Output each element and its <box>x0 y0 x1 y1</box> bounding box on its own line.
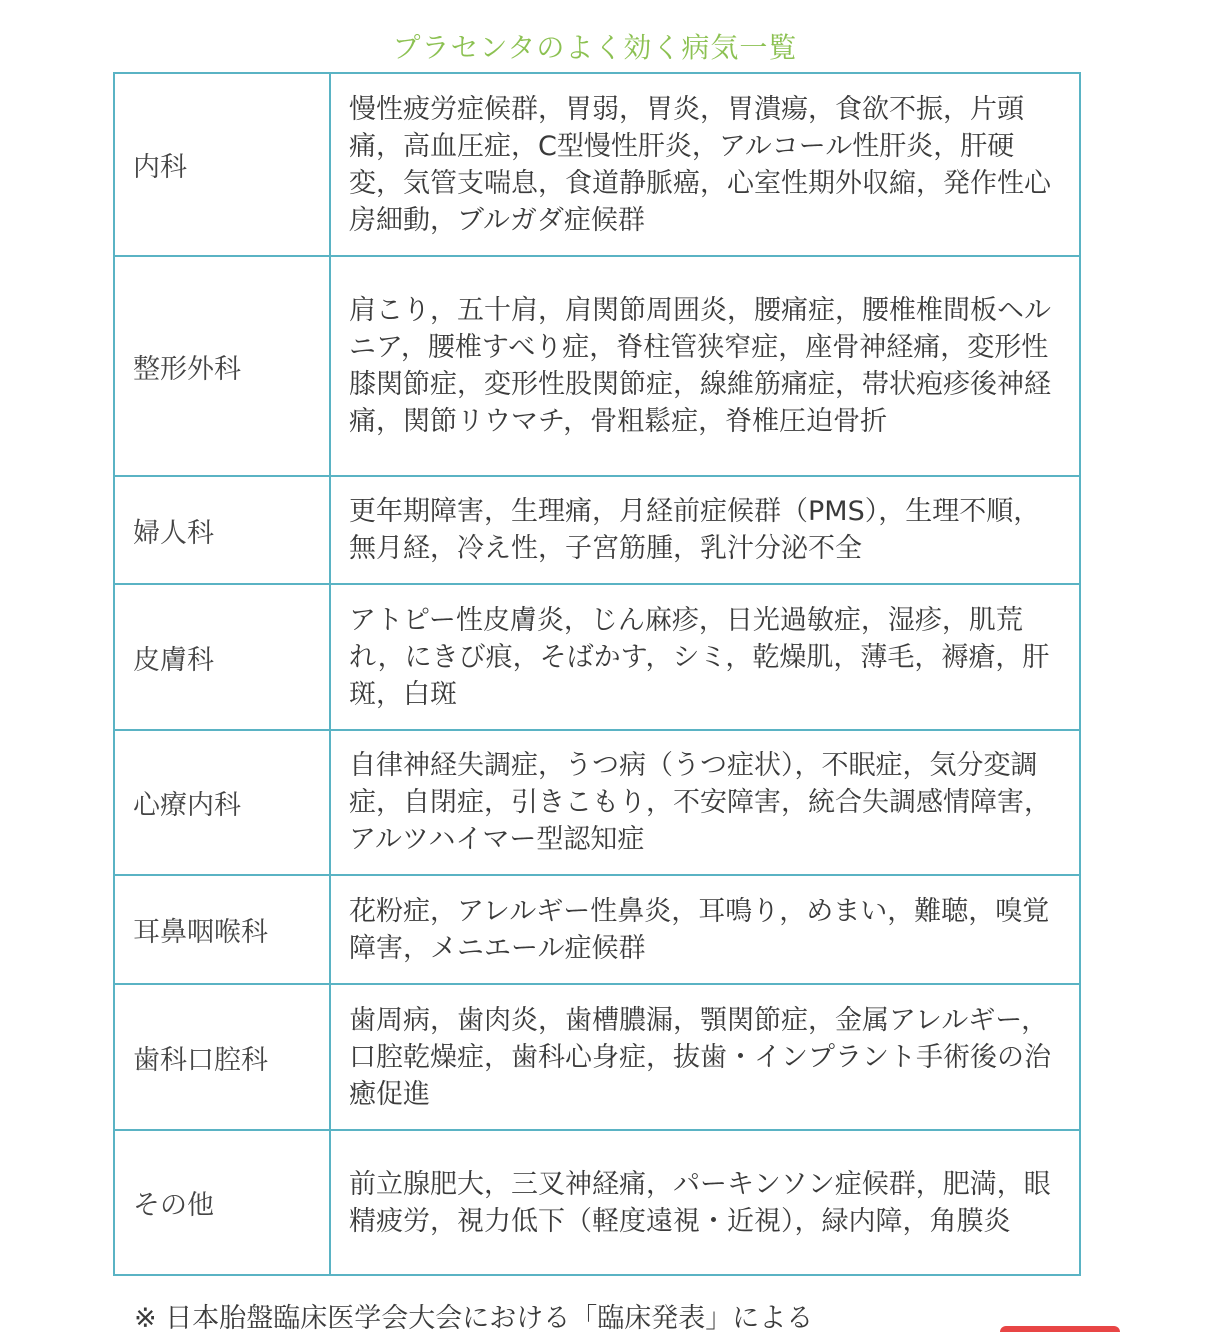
diseases-cell: 慢性疲労症候群，胃弱，胃炎，胃潰瘍，食欲不振，片頭痛，高血圧症，C型慢性肝炎，アルコール性肝炎，肝硬変，気管支喘息，食道静脈癌，心室性期外収縮，発作性心房細動，ブルガダ症候群 <box>330 73 1080 256</box>
diseases-cell: 花粉症，アレルギー性鼻炎，耳鳴り，めまい，難聴，嗅覚障害，メニエール症候群 <box>330 875 1080 984</box>
diseases-cell: アトピー性皮膚炎，じん麻疹，日光過敏症，湿疹，肌荒れ，にきび痕，そばかす，シミ，乾燥肌，薄毛，褥瘡，肝斑，白斑 <box>330 584 1080 730</box>
disease-table <box>113 72 1081 1276</box>
table-row <box>114 730 1080 875</box>
table-row <box>114 984 1080 1130</box>
table-row <box>114 256 1080 476</box>
department-cell: 心療内科 <box>114 730 330 875</box>
department-cell: 内科 <box>114 73 330 256</box>
department-cell: 歯科口腔科 <box>114 984 330 1130</box>
table-row <box>114 1130 1080 1275</box>
diseases-cell: 更年期障害，生理痛，月経前症候群（PMS），生理不順，無月経，冷え性，子宮筋腫，乳汁分泌不全 <box>330 476 1080 584</box>
table-row <box>114 584 1080 730</box>
department-cell: 整形外科 <box>114 256 330 476</box>
department-cell: 耳鼻咽喉科 <box>114 875 330 984</box>
department-cell: その他 <box>114 1130 330 1275</box>
diseases-cell: 歯周病，歯肉炎，歯槽膿漏，顎関節症，金属アレルギー，口腔乾燥症，歯科心身症，抜歯・インプラント手術後の治癒促進 <box>330 984 1080 1130</box>
page-title: プラセンタのよく効く病気一覧 <box>392 31 798 64</box>
diseases-cell: 自律神経失調症，うつ病（うつ症状），不眠症，気分変調症，自閉症，引きこもり，不安障害，統合失調感情障害，アルツハイマー型認知症 <box>330 730 1080 875</box>
diseases-cell: 肩こり，五十肩，肩関節周囲炎，腰痛症，腰椎椎間板ヘルニア，腰椎すべり症，脊柱管狭窄症，座骨神経痛，変形性膝関節症，変形性股関節症，線維筋痛症，帯状疱疹後神経痛，関節リウマチ，骨粗鬆症，脊椎圧迫骨折 <box>330 256 1080 476</box>
table-row <box>114 875 1080 984</box>
diseases-cell: 前立腺肥大，三叉神経痛，パーキンソン症候群，肥満，眼精疲労，視力低下（軽度遠視・近視），緑内障，角膜炎 <box>330 1130 1080 1275</box>
decorative-red-mark <box>1000 1326 1120 1332</box>
department-cell: 皮膚科 <box>114 584 330 730</box>
table-row <box>114 73 1080 256</box>
table-row <box>114 476 1080 584</box>
department-cell: 婦人科 <box>114 476 330 584</box>
source-note: ※ 日本胎盤臨床医学会大会における「臨床発表」による <box>134 1303 814 1332</box>
